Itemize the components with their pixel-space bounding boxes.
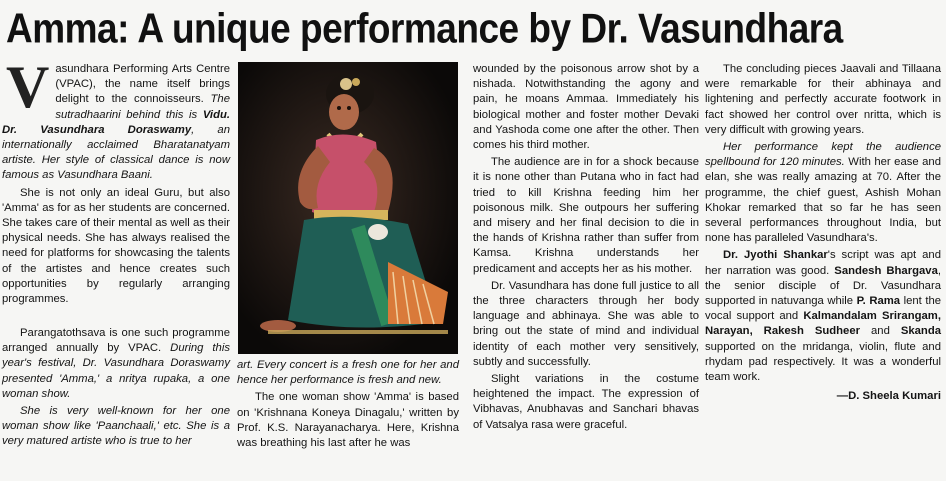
credit-text-4: and [871,325,890,338]
column-2 [237,358,459,451]
column-4 [705,62,941,404]
credit-name-5: Skanda [900,325,942,338]
paragraph-well-known: She is very well-known for her one woman show like 'Paanchaali,' etc. She is a very matured artiste who is true to her [2,405,230,448]
credit-name-2: Sandesh Bhargava [834,264,938,277]
intro-text: asundhara Performing Arts Centre (VPAC), the name itself brings delight to the connoisseurs. [55,63,230,106]
paragraph-justice: Dr. Vasundhara has done full justice to all the three characters through her body language and abhinaya. She was able to bring out the state of mind and individual identity of each mother very sensitively, subtly and successfully. [473,279,699,368]
paragraph-concluding: The concluding pieces Jaavali and Tillaana were remarkable for their abhinaya and lightening and perfectly accurate footwork in fact showed her control over nritta, which is very difficult with growing years. [705,63,941,136]
paragraph-art: art. Every concert is a fresh one for her and hence her performance is fresh and new. [237,359,459,387]
paragraph-parangatothsava [2,326,230,402]
paragraph-credits [705,248,941,385]
paragraph-guru: She is not only an ideal Guru, but also 'Amma' as for as her students are concerned. She takes care of their mental as well as their physical needs. She has always realised the need for platforms for showcasing the talents of the artistes and hence creates such opportunities by regularly arranging programmes. [2,186,230,306]
spellbound-italic: Her performance kept the audience spellbound for 120 minutes. [705,141,941,169]
credit-name-4: Kalmandalam Srirangam, Narayan, Rakesh Sudheer [705,310,941,338]
column-1 [2,54,231,307]
paragraph-wounded: wounded by the poisonous arrow shot by a nishada. Notwithstanding the agony and pain, he moans Ammaa. Immediately his biological mother and foster mother Devaki and Yashoda come one after the other. Then comes his third mother. [473,63,699,152]
paragraph-putana: The audience are in for a shock because it is none other than Putana who in fact had tried to kill Krishna feeding him her poisonous milk. She outpours her suffering and misery and her final decision to die in the hands of Krishna rather than suffer from Kamsa. Krishna understands her predicament and accepts her as his mother. [473,156,699,275]
artist-name: Vidu. Dr. Vasundhara Doraswamy [2,108,231,136]
headline: Amma: A unique performance by Dr. Vasundhara [6,5,843,52]
byline: —D. Sheela Kumari [836,390,941,403]
intro-italic: The sutradhaarini behind this is [55,93,230,121]
credit-text-2: , the senior disciple of Dr. Vasundhara supported in natuvanga while [705,264,941,308]
paragraph-spellbound [705,140,941,246]
spellbound-text: With her ease and elan, she was really amazing at 70. After the programme, the chief guest, Ashish Mohan Khokar remarked that so far he has seen several performances throughout India, but none has paralleled Vasundhara's. [705,156,941,245]
festival-text: Parangatothsava is one such programme arranged annually by VPAC. [2,327,230,355]
intro-italic-2: , an internationally acclaimed Bharatanatyam artiste. Her style of classical dance is now famous as Vasundhara Baani. [2,123,230,182]
paragraph-amma-show: The one woman show 'Amma' is based on 'Krishnana Koneya Dinagalu,' written by Prof. K.S. Narayanacharya. Here, Krishna was breathing his last after he was [237,391,459,450]
dancer-photo-icon [238,62,458,354]
paragraph-costume: Slight variations in the costume heightened the impact. The expression of Vibhavas, Anubhavas and Sanchari bhavas of Vatsalya rasa were graceful. [473,373,699,431]
credit-text-5: supported on the mridanga, violin, flute and rhydam pad respectively. It was a wonderful team work. [705,340,941,384]
credit-text-3: lent the vocal support and [705,295,942,323]
credit-name-3: P. Rama [856,295,901,308]
dancer-photo [238,62,458,354]
credit-name-1: Dr. Jyothi Shankar [723,249,828,262]
dropcap: V [6,54,50,120]
column-1-lower [2,326,230,450]
paragraph-intro [2,54,231,184]
column-3 [473,62,699,433]
credit-text-1: 's script was apt and her narration was good. [705,249,941,277]
festival-italic: During this year's festival, Dr. Vasundhara Doraswamy presented 'Amma,' a nritya rupaka, a one woman show. [2,342,230,400]
